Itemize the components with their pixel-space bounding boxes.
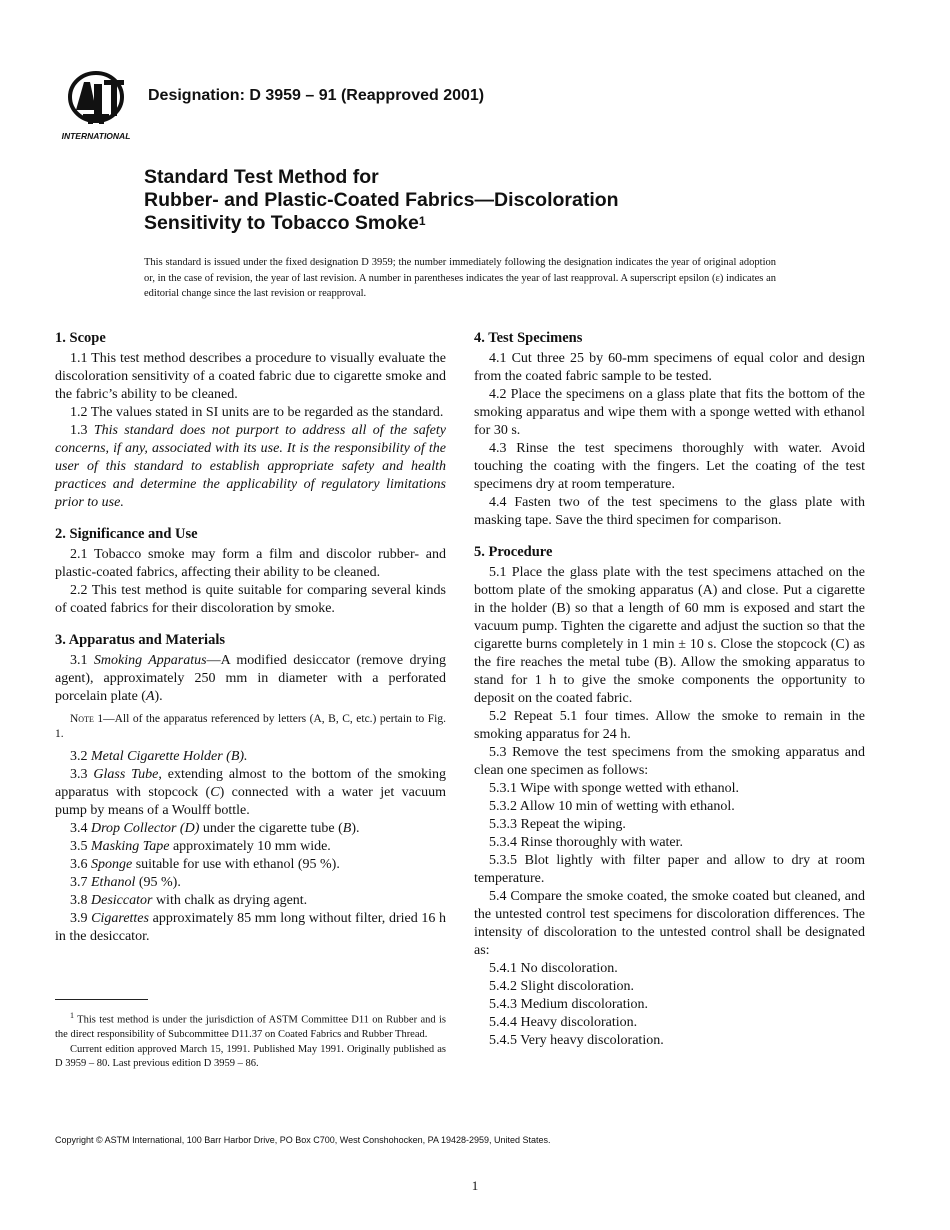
section-significance xyxy=(55,525,446,618)
paragraph: 5.3.3 Repeat the wiping. xyxy=(489,817,626,832)
title-line-1: Standard Test Method for xyxy=(144,166,379,188)
section-heading: 5. Procedure xyxy=(474,544,553,560)
paragraph: 5.2 Repeat 5.1 four times. Allow the smoke to remain in the smoking apparatus for 24 h. xyxy=(474,709,865,742)
paragraph: 4.2 Place the specimens on a glass plate that fits the bottom of the smoking apparatus and wipe them with a sponge wetted with ethanol for 30 s. xyxy=(474,387,865,438)
issuance-notice: This standard is issued under the fixed designation D 3959; the number immediately following the designation indicates the year of original adoption or, in the case of revision, the year of last revision. A number in parentheses indicates the year of last reapproval. A superscript epsilon (ε) indicates an editorial change since the last revision or reapproval. xyxy=(144,257,776,299)
section-heading: 4. Test Specimens xyxy=(474,330,583,346)
footnotes xyxy=(55,1009,446,1072)
section-scope xyxy=(55,329,446,512)
section-heading: 2. Significance and Use xyxy=(55,526,198,542)
paragraph: 3.7 Ethanol (95 %). xyxy=(70,875,181,890)
paragraph: 3.9 Cigarettes approximately 85 mm long without filter, dried 16 h in the desiccator. xyxy=(55,911,446,944)
title-footnote-ref: 1 xyxy=(418,214,426,228)
astm-logo-icon xyxy=(58,70,136,142)
paragraph: 5.1 Place the glass plate with the test specimens attached on the bottom plate of the smoking apparatus (A) and close. Put a cigarette in the holder (B) so that a length of 60 mm is exposed and start the vacuum pump. Tighten the cigarette and adjust the suction so that the cigarette burns completely in 1 min ± 10 s. Close the stopcock (C) as the fire reaches the metal tube (B). Allow the smoking apparatus to stand for 1 h to give the smoke components the opportunity to deposit on the coated fabric. xyxy=(474,565,865,706)
note: Note 1—All of the apparatus referenced by letters (A, B, C, etc.) pertain to Fig. 1. xyxy=(55,713,446,740)
paragraph: 5.3.2 Allow 10 min of wetting with ethanol. xyxy=(489,799,735,814)
paragraph: 1.3 This standard does not purport to address all of the safety concerns, if any, associated with its use. It is the responsibility of the user of this standard to establish appropriate safety and health practices and determine the applicability of regulatory limitations prior to use. xyxy=(55,423,446,510)
paragraph: 3.8 Desiccator with chalk as drying agent. xyxy=(70,893,308,908)
designation: Designation: D 3959 – 91 (Reapproved 2001) xyxy=(148,87,485,104)
section-procedure xyxy=(474,543,865,1050)
section-heading: 1. Scope xyxy=(55,330,106,346)
paragraph: 1.1 This test method describes a procedure to visually evaluate the discoloration sensitivity of a coated fabric due to cigarette smoke and the fabric’s ability to be cleaned. xyxy=(55,351,446,402)
paragraph: 4.1 Cut three 25 by 60-mm specimens of equal color and design from the coated fabric sample to be tested. xyxy=(474,351,865,384)
paragraph: 3.3 Glass Tube, extending almost to the bottom of the smoking apparatus with stopcock (C) connected with a water jet vacuum pump by means of a Woulff bottle. xyxy=(55,767,447,818)
paragraph: 5.3.1 Wipe with sponge wetted with ethanol. xyxy=(489,781,739,796)
paragraph: 5.4.4 Heavy discoloration. xyxy=(489,1015,638,1030)
paragraph: 5.3.5 Blot lightly with filter paper and allow to dry at room temperature. xyxy=(474,853,865,886)
paragraph: 3.5 Masking Tape approximately 10 mm wide. xyxy=(70,839,331,854)
paragraph: 4.4 Fasten two of the test specimens to the glass plate with masking tape. Save the third specimen for comparison. xyxy=(474,495,865,528)
paragraph: 5.4.5 Very heavy discoloration. xyxy=(489,1033,664,1048)
astm-logo xyxy=(58,70,136,142)
paragraph: 5.3.4 Rinse thoroughly with water. xyxy=(489,835,684,850)
footnote-edition: Current edition approved March 15, 1991. Published May 1991. Originally published as D 3959 – 80. Last previous edition D 3959 – 86. xyxy=(55,1043,446,1069)
paragraph: 3.6 Sponge suitable for use with ethanol (95 %). xyxy=(70,857,340,872)
footnote-divider xyxy=(55,999,148,1000)
paragraph: 5.3 Remove the test specimens from the smoking apparatus and clean one specimen as follows: xyxy=(474,745,865,778)
section-apparatus xyxy=(55,631,446,946)
section-test-specimens xyxy=(474,329,865,530)
footnote-1: $^1$ This test method is under the jurisdiction of ASTM Committee D11 on Rubber and is the direct responsibility of Subcommittee D11.37 on Coated Fabrics and Rubber Thread. xyxy=(55,1011,446,1040)
paragraph: 5.4 Compare the smoke coated, the smoke coated but cleaned, and the untested control test specimens for discoloration differences. The intensity of discoloration to the untested control shall be designated as: xyxy=(474,889,865,958)
right-column xyxy=(474,329,865,1063)
copyright-line: Copyright © ASTM International, 100 Barr Harbor Drive, PO Box C700, West Conshohocken, PA 19428-2959, United States. xyxy=(55,1135,551,1145)
paragraph: 2.1 Tobacco smoke may form a film and discolor rubber- and plastic-coated fabrics, affecting their ability to be cleaned. xyxy=(55,547,446,580)
paragraph: 5.4.3 Medium discoloration. xyxy=(489,997,649,1012)
paragraph: 1.2 The values stated in SI units are to be regarded as the standard. xyxy=(70,405,444,420)
title-line-3: Sensitivity to Tobacco Smoke$^1$ xyxy=(144,212,426,234)
paragraph: 5.4.2 Slight discoloration. xyxy=(489,979,635,994)
paragraph: 3.2 Metal Cigarette Holder (B). xyxy=(70,749,248,764)
left-column xyxy=(55,329,446,959)
paragraph: 2.2 This test method is quite suitable for comparing several kinds of coated fabrics for their discoloration by smoke. xyxy=(55,583,446,616)
page-number: 1 xyxy=(471,1178,479,1193)
section-heading: 3. Apparatus and Materials xyxy=(55,632,225,648)
logo-subtext: INTERNATIONAL xyxy=(61,131,131,141)
paragraph: 3.4 Drop Collector (D) under the cigarette tube (B). xyxy=(70,821,360,836)
document-title xyxy=(144,166,619,235)
paragraph: 3.1 Smoking Apparatus—A modified desiccator (remove drying agent), approximately 250 mm in diameter with a perforated porcelain plate (A). xyxy=(55,653,447,704)
paragraph: 5.4.1 No discoloration. xyxy=(489,961,618,976)
title-line-2: Rubber- and Plastic-Coated Fabrics—Discoloration xyxy=(144,189,619,211)
paragraph: 4.3 Rinse the test specimens thoroughly with water. Avoid touching the coating with the fingers. Let the coating of the test specimens dry at room temperature. xyxy=(474,441,865,492)
